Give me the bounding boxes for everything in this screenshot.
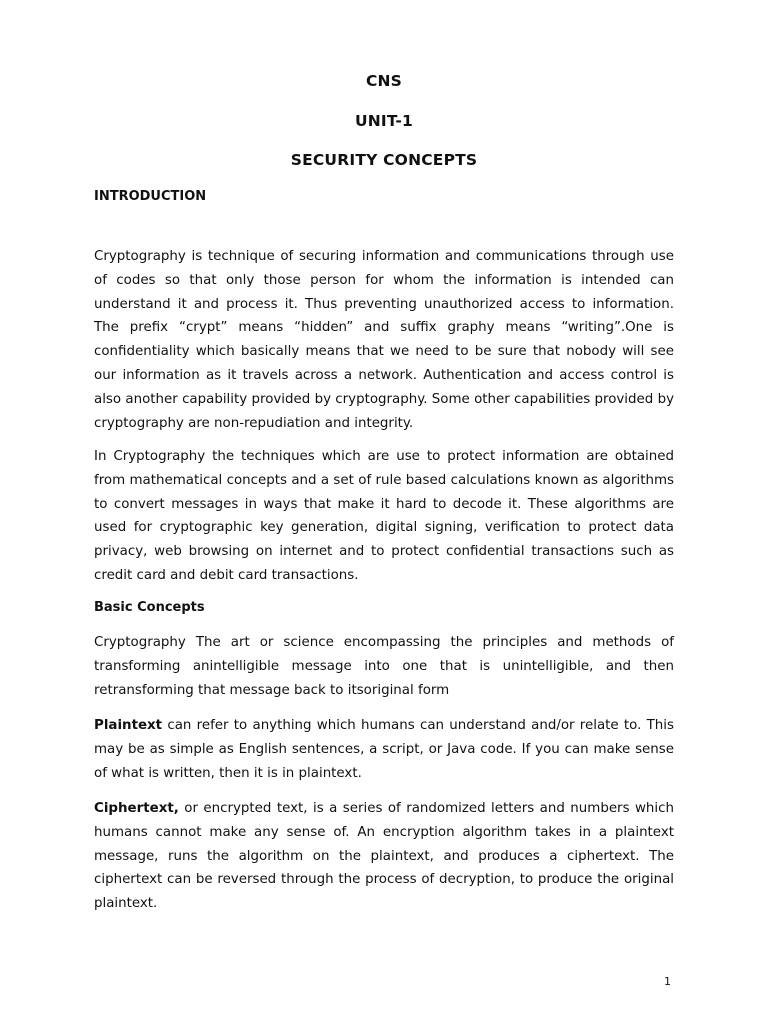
introduction-paragraph-2: In Cryptography the techniques which are use to protect information are obtained from mathematical concepts and a set of rule based calculations known as algorithms to convert messages in ways that make it hard to decode it. These algorithms are used for cryptographic key generation, digital signing, verification to protect data privacy, web browsing on internet and to protect confidential transactions such as credit card and debit card transactions. xyxy=(94,449,674,583)
plaintext-definition xyxy=(94,714,674,785)
unit-title: UNIT-1 xyxy=(354,112,414,130)
ciphertext-description: or encrypted text, is a series of randomized letters and numbers which humans cannot make any sense of. An encryption algorithm takes in a plaintext message, runs the algorithm on the plaintext, and produces a ciphertext. The ciphertext can be reversed through the process of decryption, to produce the original plaintext. xyxy=(94,801,674,912)
introduction-heading: INTRODUCTION xyxy=(94,189,207,204)
plaintext-description: can refer to anything which humans can understand and/or relate to. This may be as simple as English sentences, a script, or Java code. If you can make sense of what is written, then it is in plaintext. xyxy=(94,718,674,781)
introduction-paragraph-1: Cryptography is technique of securing information and communications through use of codes so that only those person for whom the information is intended can understand it and process it. Thus preventing unauthorized access to information. The prefix “crypt” means “hidden” and suffix graphy means “writing”.One is confidentiality which basically means that we need to be sure that nobody will see our information as it travels across a network. Authentication and access control is also another capability provided by cryptography. Some other capabilities provided by cryptography are non-repudiation and integrity. xyxy=(94,249,674,431)
ciphertext-definition xyxy=(94,797,674,916)
course-title: CNS xyxy=(365,72,403,90)
page-number: 1 xyxy=(664,975,671,988)
basic-concepts-heading: Basic Concepts xyxy=(94,600,205,615)
ciphertext-term: Ciphertext, xyxy=(94,801,179,816)
plaintext-term: Plaintext xyxy=(94,718,163,733)
chapter-title: SECURITY CONCEPTS xyxy=(290,151,478,169)
cryptography-definition: Cryptography The art or science encompassing the principles and methods of transforming anintelligible message into one that is unintelligible, and then retransforming that message back to itsoriginal form xyxy=(94,635,674,698)
